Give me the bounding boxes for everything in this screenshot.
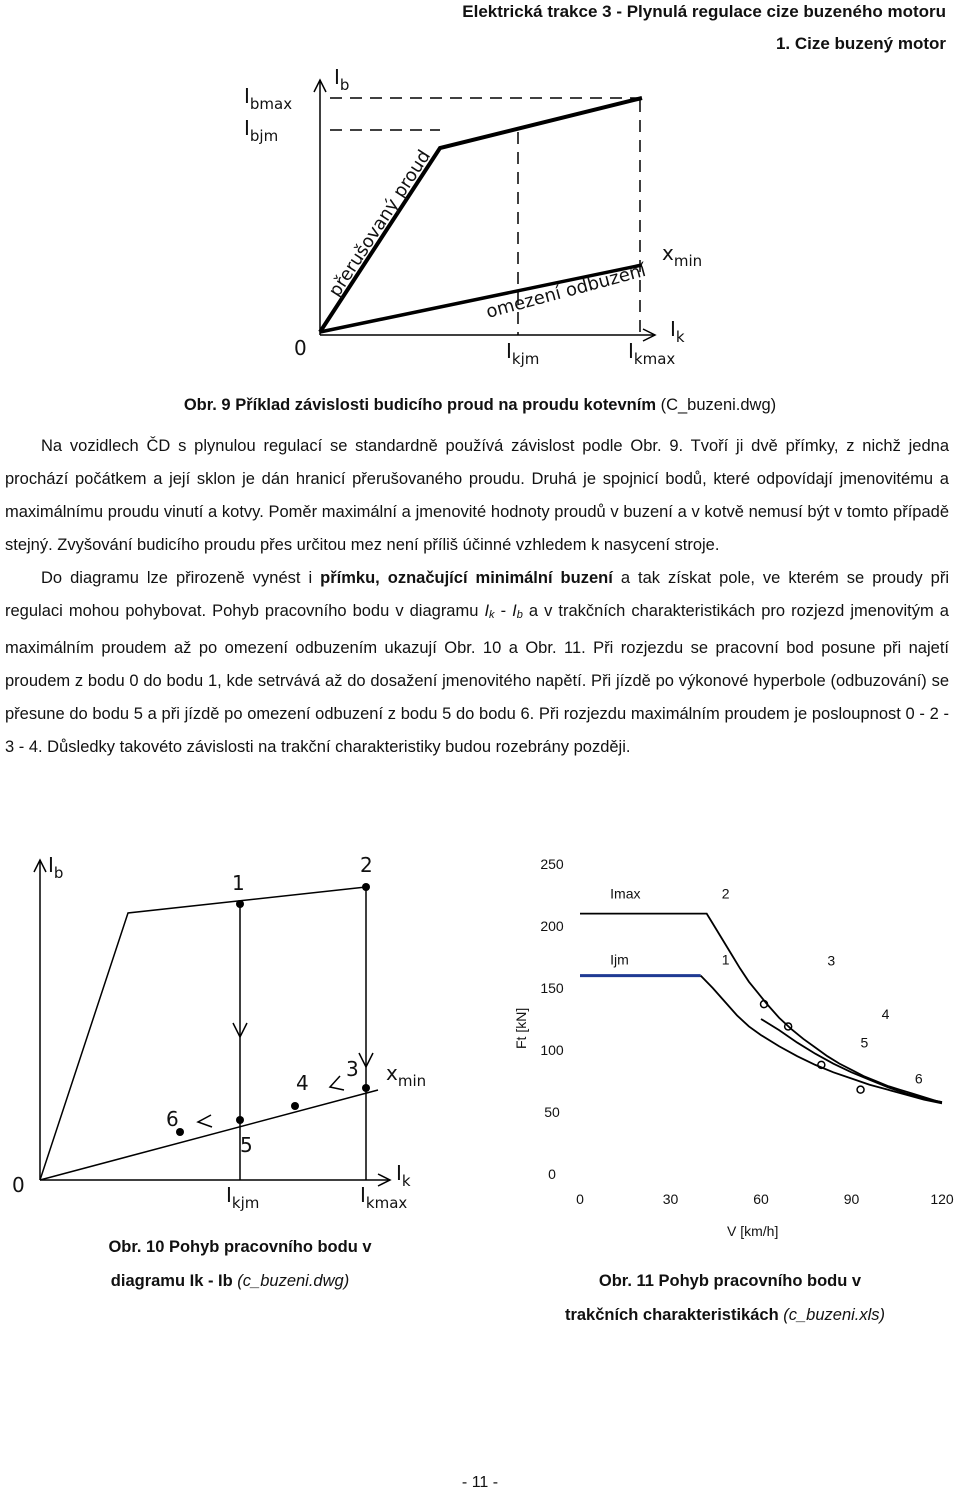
chart-annotation: 6 (914, 1070, 923, 1087)
operating-point (857, 1086, 864, 1093)
x-tick-label: 90 (843, 1191, 860, 1207)
ikmax-label: $I_{kmax}$ (360, 1183, 408, 1212)
figure-10-caption-line1: Obr. 10 Pohyb pracovního bodu v (108, 1238, 372, 1256)
y-tick-label: 150 (540, 980, 564, 996)
point-1-label: 1 (232, 871, 245, 895)
figure-10-caption-line2: diagramu Ik - Ib (c_buzeni.dwg) (110, 1272, 350, 1290)
ib-axis-label: $I_b$ (48, 853, 64, 882)
chart-annotation: 2 (721, 885, 730, 902)
x-tick-label: 30 (662, 1191, 679, 1207)
xmin-label: $x_{min}$ (662, 241, 703, 270)
x-axis-label: V [km/h] (727, 1223, 779, 1239)
series-line (701, 976, 942, 1104)
chart-annotation: 3 (827, 952, 836, 969)
point-2-label: 2 (360, 853, 373, 877)
figure-11-chart (490, 840, 960, 1250)
chart-annotation: 5 (860, 1034, 869, 1051)
ibmax-label: $I_{bmax}$ (244, 84, 293, 113)
y-tick-label: 0 (548, 1166, 556, 1182)
chart-annotation: 1 (721, 951, 730, 968)
ibjm-label: $I_{bjm}$ (244, 116, 279, 145)
origin-label: 0 (12, 1173, 25, 1197)
ikjm-label: $I_{kjm}$ (226, 1183, 260, 1212)
ikjm-label: $I_{kjm}$ (506, 339, 540, 368)
prerusovany-label: přerušovaný proud (324, 146, 436, 301)
x-tick-label: 120 (930, 1191, 954, 1207)
chart-annotation: 4 (881, 1006, 890, 1022)
ib-axis-label: $I_b$ (334, 65, 350, 94)
figure-11-caption-line1: Obr. 11 Pohyb pracovního bodu v (598, 1272, 862, 1290)
figure-9-diagram (230, 60, 710, 380)
point-5-label: 5 (240, 1133, 253, 1157)
figure-11-caption-line2: trakčních charakteristikách (c_buzeni.xls) (564, 1306, 886, 1324)
paragraph-1: Na vozidlech ČD s plynulou regulací se standardně používá závislost podle Obr. 9. Tvoří ji dvě přímky, z nichž jedna prochází počátkem a její sklon je dán hranicí přerušovaného proudu. Druhá je spojnicí bodů, které odpovídají jmenovitému a maximálnímu proudu vinutí a kotvy. Poměr maximální a jmenovité hodnoty proudů v buzení a v kotvě nemusí být v tomto případě stejný. Zvyšování budicího proudu přes určitou mez není příliš účinné vzhledem k nasycení stroje. (5, 437, 949, 554)
chart-annotation: Imax (610, 885, 641, 902)
x-tick-label: 0 (576, 1191, 584, 1207)
omezeni-label: omezení odbuzení (483, 259, 649, 323)
document-header: Elektrická trakce 3 - Plynulá regulace cize buzeného motoru (462, 2, 946, 21)
y-tick-label: 50 (544, 1104, 560, 1120)
point-6-label: 6 (166, 1107, 179, 1131)
chart-annotation: Ijm (610, 951, 629, 968)
figure-10-diagram (0, 840, 470, 1230)
series-line (761, 1019, 942, 1102)
figure-9-caption: Obr. 9 Příklad závislosti budicího proud na proudu kotevním (C_buzeni.dwg) (183, 396, 777, 414)
origin-label: 0 (294, 336, 307, 360)
point-4-label: 4 (296, 1071, 309, 1095)
ik-axis-label: $I_k$ (396, 1161, 411, 1190)
section-title: 1. Cize buzený motor (775, 34, 946, 53)
x-tick-label: 60 (753, 1191, 769, 1207)
y-tick-label: 250 (540, 856, 564, 872)
y-tick-label: 100 (540, 1042, 564, 1058)
ikmax-label: $I_{kmax}$ (628, 339, 676, 368)
y-axis-label: Ft [kN] (513, 1007, 529, 1049)
ik-axis-label: $I_k$ (670, 317, 685, 346)
xmin-label: $x_{min}$ (386, 1061, 427, 1090)
paragraph-2: Do diagramu lze přirozeně vynést i přímku, označující minimální buzení a tak získat pole, ve kterém se proudy při regulaci mohou pohybovat. Pohyb pracovního bodu v diagramu Ik - Ib a v trakčních charakteristikách pro rozjezd jmenovitým a maximálním proudem až po omezení odbuzením ukazují Obr. 10 a Obr. 11. Při rozjezdu se pracovní bod posune při najetí proudem z bodu 0 do bodu 1, kde setrvává až do dosažení jmenovitého napětí. Při jízdě po výkonové hyperbole (odbuzování) se přesune do bodu 5 a při jízdě po omezení odbuzení z bodu 5 do bodu 6. Při rozjezdu maximálním proudem je posloupnost 0 - 2 - 3 - 4. Důsledky takovéto závislosti na trakční charakteristiky budou rozebrány později. (5, 569, 949, 756)
body-text (5, 430, 949, 764)
point-3-label: 3 (346, 1057, 359, 1081)
y-tick-label: 200 (540, 918, 564, 934)
page-number: - 11 - (461, 1474, 499, 1491)
